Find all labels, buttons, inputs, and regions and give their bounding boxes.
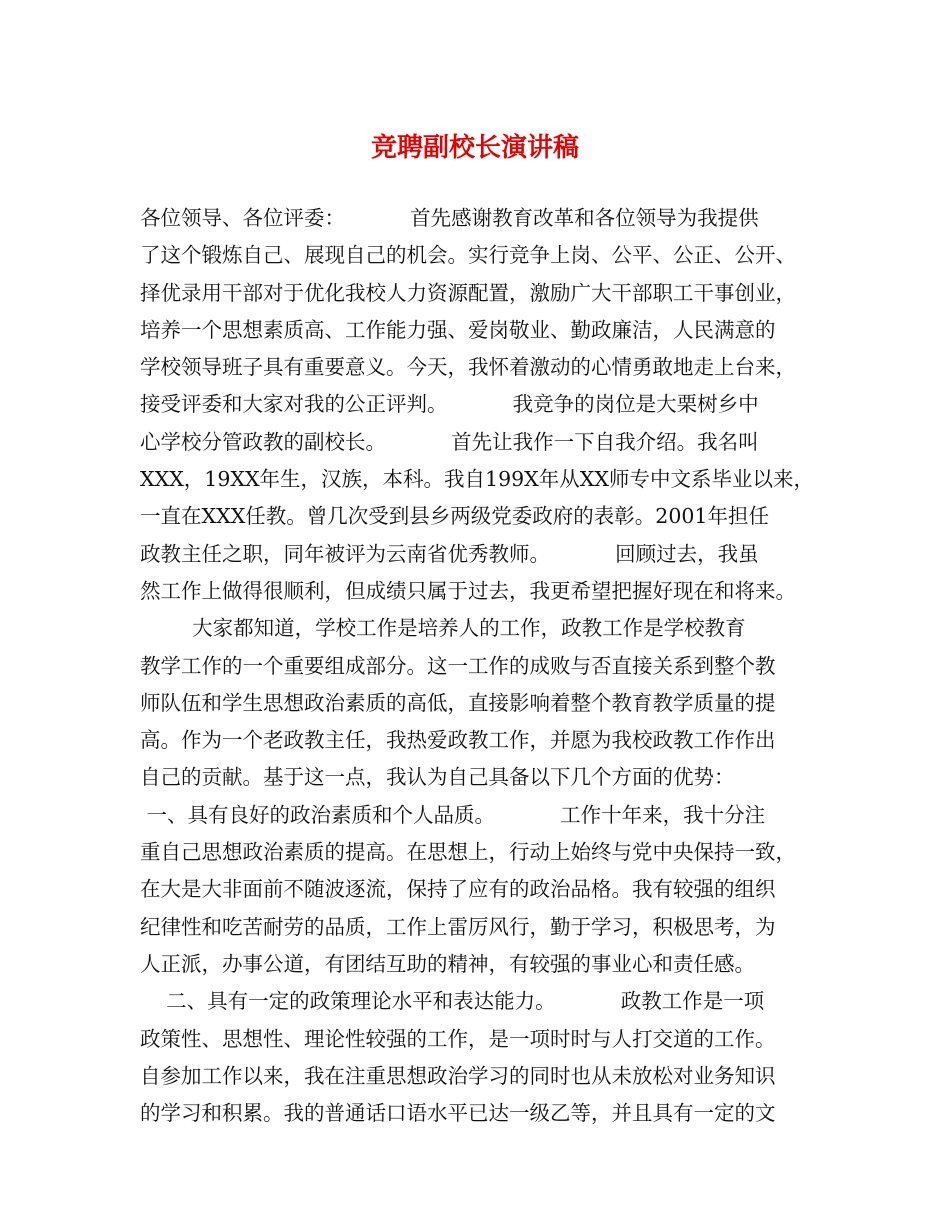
body-line: 自参加工作以来，我在注重思想政治学习的同时也从未放松对业务知识 [140, 1063, 776, 1088]
body-line: 自己的贡献。基于这一点，我认为自己具备以下几个方面的优势： [140, 765, 735, 790]
body-line: 培养一个思想素质高、工作能力强、爱岗敬业、勤政廉洁，人民满意的 [140, 317, 776, 342]
body-line: 大家都知道，学校工作是培养人的工作，政教工作是学校教育 [140, 616, 746, 641]
body-line: 的学习和积累。我的普通话口语水平已达一级乙等，并且具有一定的文 [140, 1101, 776, 1126]
body-line: 政教主任之职，同年被评为云南省优秀教师。 回顾过去，我虽 [140, 541, 759, 566]
body-line: 重自己思想政治素质的提高。在思想上，行动上始终与党中央保持一致， [140, 840, 796, 865]
body-line: 择优录用干部对于优化我校人力资源配置，激励广大干部职工干事创业， [140, 280, 796, 305]
body-line: 政策性、思想性、理论性较强的工作，是一项时时与人打交道的工作。 [140, 1026, 776, 1051]
body-line: 然工作上做得很顺利，但成绩只属于过去，我更希望把握好现在和将来。 [140, 578, 796, 603]
body-line: 师队伍和学生思想政治素质的高低，直接影响着整个教育教学质量的提 [140, 690, 776, 715]
document-title: 竞聘副校长演讲稿 [370, 133, 579, 163]
document-body [140, 200, 830, 1132]
body-line: 了这个锻炼自己、展现自己的机会。实行竞争上岗、公平、公正、公开、 [140, 243, 796, 268]
body-line: 纪律性和吃苦耐劳的品质，工作上雷厉风行，勤于学习，积极思考，为 [140, 914, 776, 939]
body-line: 接受评委和大家对我的公正评判。 我竞争的岗位是大栗树乡中 [140, 392, 759, 417]
body-line: 在大是大非面前不随波逐流，保持了应有的政治品格。我有较强的组织 [140, 877, 776, 902]
body-line: 一、具有良好的政治素质和个人品质。 工作十年来，我十分注 [140, 802, 766, 827]
body-line: XXX，19XX年生，汉族，本科。我自199X年从XX师专中文系毕业以来， [140, 467, 814, 492]
body-line: 高。作为一个老政教主任，我热爱政教工作，并愿为我校政教工作作出 [140, 728, 776, 753]
body-line: 二、具有一定的政策理论水平和表达能力。 政教工作是一项 [140, 989, 765, 1014]
body-line: 各位领导、各位评委： 首先感谢教育改革和各位领导为我提供 [140, 206, 759, 230]
body-line: 一直在XXX任教。曾几次受到县乡两级党委政府的表彰。2001年担任 [140, 504, 769, 529]
body-line: 心学校分管政教的副校长。 首先让我作一下自我介绍。我名叫 [140, 429, 759, 454]
body-line: 教学工作的一个重要组成部分。这一工作的成败与否直接关系到整个教 [140, 653, 776, 678]
body-line: 学校领导班子具有重要意义。今天，我怀着激动的心情勇敢地走上台来， [140, 355, 796, 380]
body-line: 人正派，办事公道，有团结互助的精神，有较强的事业心和责任感。 [140, 951, 755, 976]
